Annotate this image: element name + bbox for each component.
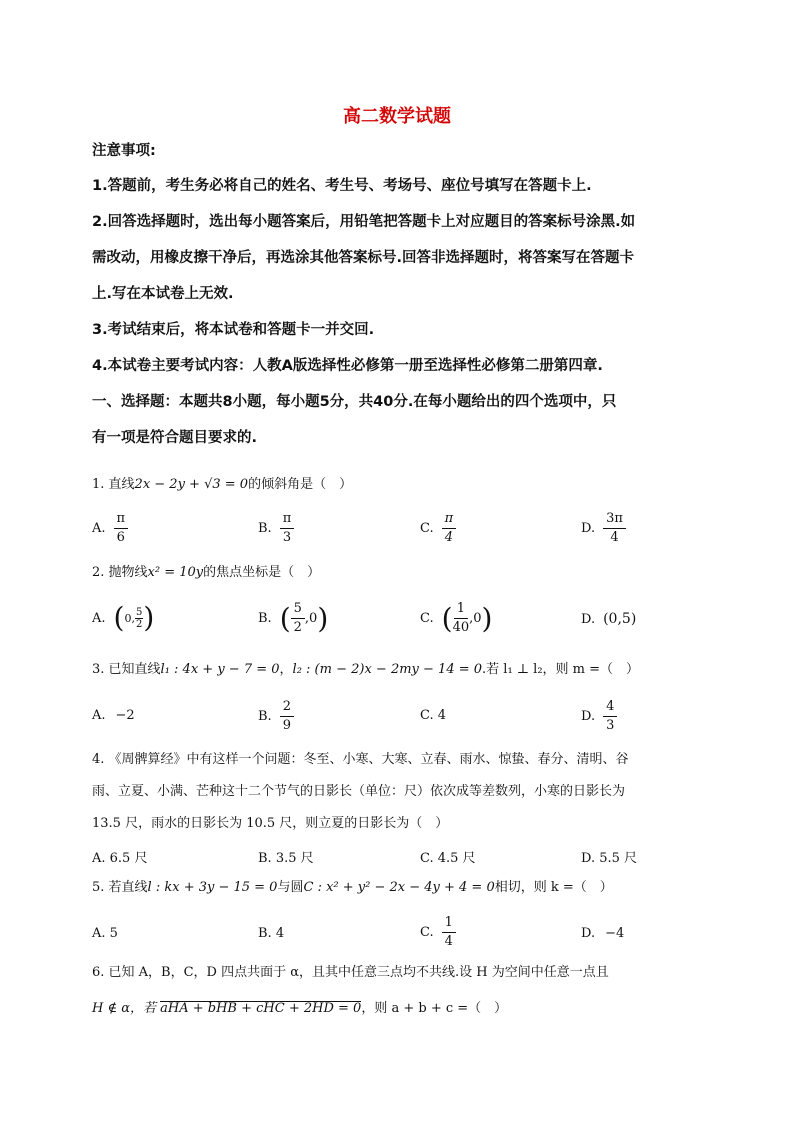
denominator: 2 bbox=[293, 620, 302, 635]
q4-option-b: B. 3.5 尺 bbox=[258, 851, 314, 866]
option-label: C. bbox=[420, 611, 434, 626]
numerator: 4 bbox=[603, 698, 617, 717]
page-title: 高二数学试题 bbox=[343, 106, 451, 127]
q5-connector: 与圆 bbox=[277, 880, 304, 895]
fraction bbox=[280, 698, 294, 735]
section-heading-line-1: 一、选择题：本题共8小题，每小题5分，共40分.在每小题给出的四个选项中，只 bbox=[92, 394, 617, 410]
question-5-stem bbox=[92, 879, 613, 897]
option-label: A. bbox=[92, 521, 106, 536]
option-value: −4 bbox=[605, 926, 625, 941]
notice-item-2-line-1: 2.回答选择题时，选出每小题答案后，用铅笔把答题卡上对应题目的答案标号涂黑.如 bbox=[92, 214, 636, 230]
q3-option-c bbox=[420, 708, 446, 723]
q2-stem-post: 的焦点坐标是（ ） bbox=[203, 565, 321, 580]
q3-condition: .若 l₁ ⊥ l₂，则 m =（ ） bbox=[482, 662, 640, 677]
q3-line-l2: l₂ : (m − 2)x − 2my − 14 = 0 bbox=[292, 662, 483, 677]
numerator: 3π bbox=[603, 510, 626, 529]
question-4-line-3: 13.5 尺，雨水的日影长为 10.5 尺，则立夏的日影长为（ ） bbox=[92, 816, 449, 831]
option-label: D. bbox=[581, 926, 596, 941]
numerator: π bbox=[442, 510, 457, 529]
q5-stem-pre: 5. 若直线 bbox=[92, 880, 148, 895]
option-label: B. bbox=[258, 611, 272, 626]
fraction bbox=[442, 914, 456, 951]
option-label: D. bbox=[581, 521, 596, 536]
q1-stem-pre: 1. 直线 bbox=[92, 477, 135, 492]
q2-stem-pre: 2. 抛物线 bbox=[92, 565, 148, 580]
q1-option-b bbox=[258, 510, 294, 547]
notice-item-2-line-2: 需改动，用橡皮擦干净后，再选涂其他答案标号.回答非选择题时，将答案写在答题卡 bbox=[92, 250, 635, 266]
q1-option-d bbox=[581, 510, 626, 547]
coordinate-part: ,0 bbox=[469, 611, 482, 626]
numerator: π bbox=[114, 510, 129, 529]
denominator: 9 bbox=[282, 718, 291, 733]
q6-condition: H ∉ α，若 bbox=[92, 1001, 161, 1016]
fraction bbox=[291, 600, 305, 637]
q6-stem-post: ，则 a + b + c =（ ） bbox=[361, 1001, 508, 1016]
q2-stem-math: x² = 10y bbox=[147, 565, 204, 580]
question-3-stem bbox=[92, 661, 639, 679]
q3-separator: ， bbox=[279, 662, 293, 677]
q1-option-c bbox=[420, 510, 456, 547]
denominator: 4 bbox=[444, 934, 453, 949]
numerator: 2 bbox=[280, 698, 294, 717]
option-label: A. bbox=[92, 610, 106, 626]
notice-item-4: 4.本试卷主要考试内容：人教A版选择性必修第一册至选择性必修第二册第四章. bbox=[92, 358, 603, 374]
option-label: A. bbox=[92, 708, 106, 723]
coordinate-part: ,0 bbox=[304, 611, 318, 626]
q3-line-l1: l₁ : 4x + y − 7 = 0 bbox=[160, 662, 280, 677]
question-1-stem bbox=[92, 476, 352, 494]
right-paren: ) bbox=[143, 601, 155, 634]
q3-option-b bbox=[258, 698, 294, 735]
option-value: −2 bbox=[115, 708, 135, 723]
numerator: π bbox=[280, 510, 295, 529]
left-paren: ( bbox=[113, 601, 125, 634]
q1-option-a bbox=[92, 510, 128, 547]
coordinate-part: 0, bbox=[124, 611, 135, 625]
question-4-line-2: 雨、立夏、小满、芒种这十二个节气的日影长（单位：尺）依次成等差数列，小寒的日影长为 bbox=[92, 784, 626, 799]
notice-heading: 注意事项: bbox=[92, 143, 156, 159]
q5-stem-post: 相切，则 k =（ ） bbox=[494, 880, 613, 895]
option-label: B. bbox=[258, 521, 272, 536]
denominator: 3 bbox=[282, 530, 292, 545]
q5-option-d bbox=[581, 926, 624, 941]
left-paren: ( bbox=[279, 601, 291, 635]
fraction bbox=[280, 510, 295, 547]
notice-item-1: 1.答题前，考生务必将自己的姓名、考生号、考场号、座位号填写在答题卡上. bbox=[92, 178, 592, 194]
denominator: 2 bbox=[135, 618, 143, 630]
numerator: 5 bbox=[135, 606, 143, 618]
denominator: 6 bbox=[116, 530, 125, 545]
q3-option-a bbox=[92, 708, 135, 723]
section-heading-line-2: 有一项是符合题目要求的. bbox=[92, 430, 258, 446]
option-label: C. bbox=[420, 925, 434, 940]
fraction bbox=[442, 510, 457, 547]
fraction bbox=[603, 698, 617, 735]
left-paren: ( bbox=[441, 601, 453, 635]
denominator: 4 bbox=[444, 530, 454, 545]
fraction bbox=[603, 510, 626, 547]
q5-circle-eq: C : x² + y² − 2x − 4y + 4 = 0 bbox=[303, 880, 495, 895]
question-6-line-2 bbox=[92, 1000, 507, 1018]
q6-vector-equation: aHA + bHB + cHC + 2HD = 0 bbox=[160, 1001, 362, 1016]
question-6-line-1: 6. 已知 A，B，C，D 四点共面于 α，且其中任意三点均不共线.设 H 为空间中任意一点且 bbox=[92, 965, 609, 980]
numerator: 1 bbox=[442, 914, 456, 933]
fraction bbox=[453, 600, 470, 637]
notice-item-2-line-3: 上.写在本试卷上无效. bbox=[92, 286, 234, 302]
option-value: (0,5) bbox=[603, 611, 637, 627]
fraction bbox=[135, 607, 143, 630]
option-label: C. bbox=[420, 521, 434, 536]
denominator: 3 bbox=[606, 718, 615, 733]
q3-stem-pre: 3. 已知直线 bbox=[92, 662, 161, 677]
q2-option-c bbox=[420, 600, 492, 637]
q3-option-d bbox=[581, 698, 617, 735]
numerator: 5 bbox=[291, 600, 305, 619]
option-label: C. 4 bbox=[420, 708, 447, 723]
q2-option-b bbox=[258, 600, 328, 637]
fraction bbox=[114, 510, 129, 547]
q5-line-eq: l : kx + 3y − 15 = 0 bbox=[147, 880, 278, 895]
q2-option-d bbox=[581, 611, 636, 627]
right-paren: ) bbox=[481, 601, 493, 635]
q4-option-c: C. 4.5 尺 bbox=[420, 851, 476, 866]
denominator: 40 bbox=[452, 620, 470, 635]
option-label: D. bbox=[581, 611, 596, 627]
right-paren: ) bbox=[317, 601, 329, 635]
q5-option-a: A. 5 bbox=[92, 926, 118, 941]
q2-option-a bbox=[92, 601, 155, 634]
q1-stem-post: 的倾斜角是（ ） bbox=[248, 477, 353, 492]
numerator: 1 bbox=[454, 600, 468, 619]
question-2-stem bbox=[92, 564, 320, 582]
q5-option-c bbox=[420, 914, 456, 951]
option-label: D. bbox=[581, 709, 596, 724]
notice-item-3: 3.考试结束后，将本试卷和答题卡一并交回. bbox=[92, 322, 375, 338]
q5-option-b: B. 4 bbox=[258, 926, 285, 941]
denominator: 4 bbox=[610, 530, 619, 545]
q4-option-d: D. 5.5 尺 bbox=[581, 851, 638, 866]
q4-option-a: A. 6.5 尺 bbox=[92, 851, 148, 866]
option-label: B. bbox=[258, 709, 272, 724]
q1-stem-math: 2x − 2y + √3 = 0 bbox=[134, 477, 249, 492]
question-4-line-1: 4. 《周髀算经》中有这样一个问题：冬至、小寒、大寒、立春、雨水、惊蛰、春分、清明、谷 bbox=[92, 752, 629, 767]
